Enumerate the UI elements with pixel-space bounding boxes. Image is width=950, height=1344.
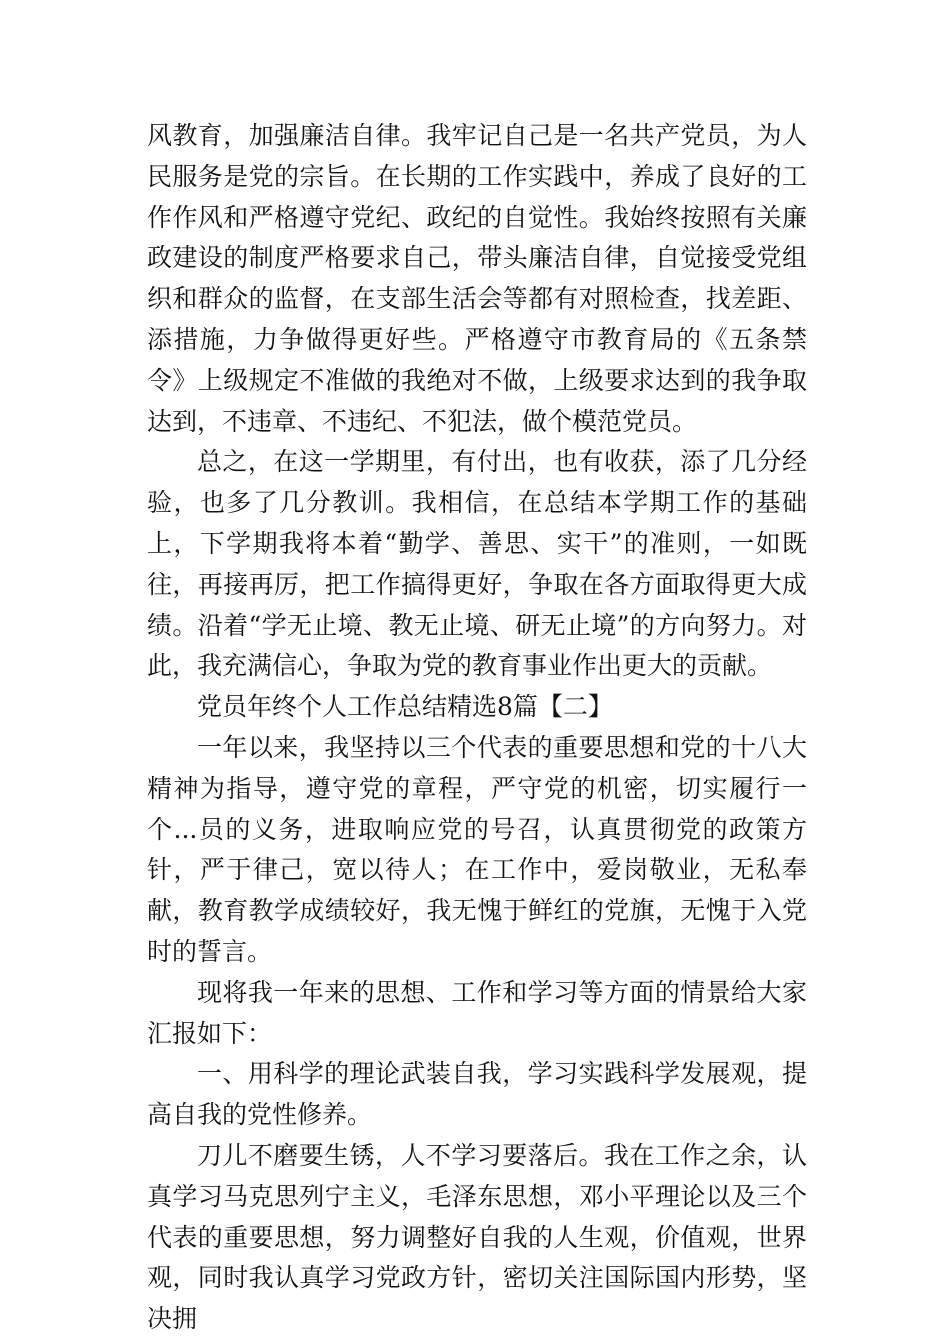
paragraph-year-summary: 一年以来，我坚持以三个代表的重要思想和党的十八大精神为指导，遵守党的章程，严守党的机密，切实履行一个...员的义务，进取响应党的号召，认真贯彻党的政策方针，严于律己，宽以待人；在工作中，爱岗敬业，无私奉献，教育教学成绩较好，我无愧于鲜红的党旗，无愧于入党时的誓言。 [147, 732, 807, 966]
section-heading: 党员年终个人工作总结精选8篇【二】 [197, 692, 613, 722]
paragraph-point-one: 一、用科学的理论武装自我，学习实践科学发展观，提高自我的党性修养。 [147, 1059, 807, 1130]
paragraph-study: 刀儿不磨要生锈，人不学习要落后。我在工作之余，认真学习马克思列宁主义，毛泽东思想，邓小平理论以及三个代表的重要思想，努力调整好自我的人生观，价值观，世界观，同时我认真学习党政方针，密切关注国际国内形势，坚决拥 [147, 1140, 807, 1334]
paragraph-discipline-continued: 风教育，加强廉洁自律。我牢记自己是一名共产党员，为人民服务是党的宗旨。在长期的工作实践中，养成了良好的工作作风和严格遵守党纪、政纪的自觉性。我始终按照有关廉政建设的制度严格要求自己，带头廉洁自律，自觉接受党组织和群众的监督，在支部生活会等都有对照检查，找差距、添措施，力争做得更好些。严格遵守市教育局的《五条禁令》上级规定不准做的我绝对不做，上级要求达到的我争取达到，不违章、不违纪、不犯法，做个模范党员。 [147, 121, 807, 436]
paragraph-report-intro: 现将我一年来的思想、工作和学习等方面的情景给大家汇报如下： [147, 977, 807, 1048]
document-page [147, 116, 807, 1340]
paragraph-conclusion: 总之，在这一学期里，有付出，也有收获，添了几分经验，也多了几分教训。我相信，在总结本学期工作的基础上，下学期我将本着“勤学、善思、实干”的准则，一如既往，再接再厉，把工作搞得更好，争取在各方面取得更大成绩。沿着“学无止境、教无止境、研无止境”的方向努力。对此，我充满信心，争取为党的教育事业作出更大的贡献。 [147, 447, 807, 681]
